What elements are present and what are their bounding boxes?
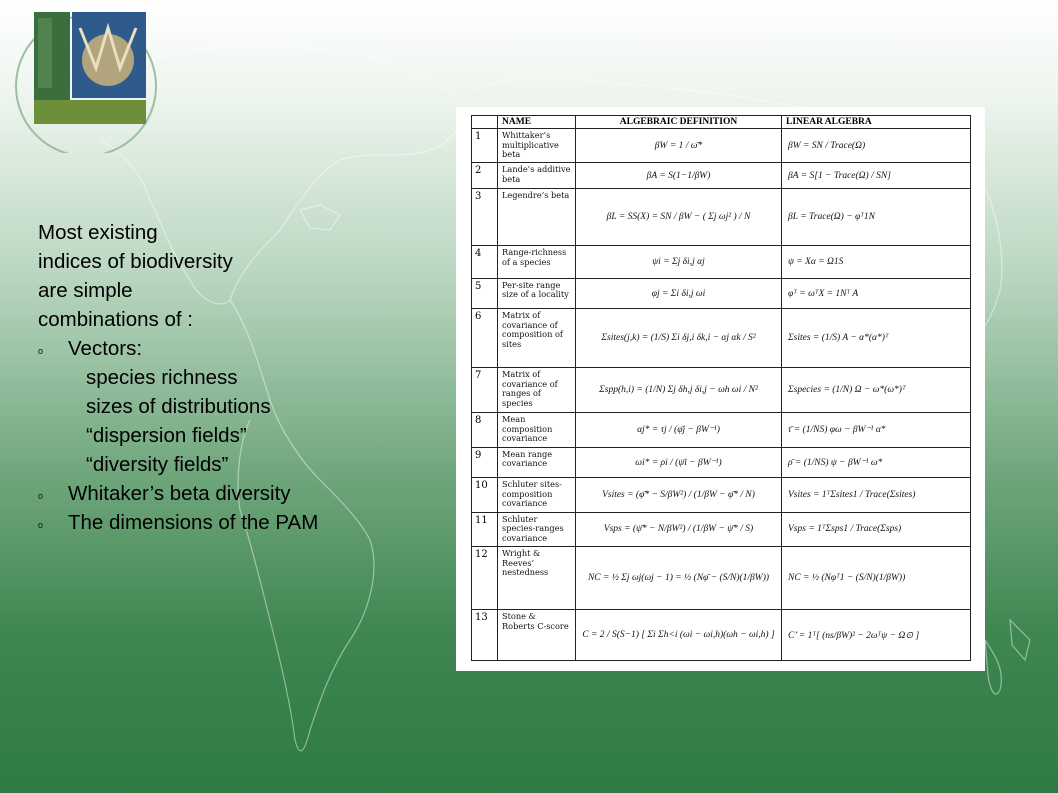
row-number: 5 (472, 278, 498, 308)
index-name: Schluter sites-composition covariance (498, 478, 576, 513)
header-linear: LINEAR ALGEBRA (782, 116, 971, 129)
lm-logo (8, 8, 158, 153)
bullet-marker-icon: o (38, 346, 44, 356)
index-name: Range-richness of a species (498, 246, 576, 279)
linear-algebra-definition: τ̄ = (1/NS) φω − βW⁻¹ α* (782, 413, 971, 448)
linear-algebra-definition: ρ̄ = (1/NS) ψ − βW⁻¹ ω* (782, 447, 971, 477)
biodiversity-indices-table (471, 115, 971, 661)
table-row (472, 413, 971, 448)
intro-line: indices of biodiversity (38, 250, 233, 273)
table-row (472, 478, 971, 513)
sub-bullet: “dispersion fields” (86, 424, 247, 447)
intro-line: Most existing (38, 221, 158, 244)
linear-algebra-definition: Σspecies = (1/N) Ω − ω*(ω*)ᵀ (782, 368, 971, 413)
bullet-label: Vectors: (68, 337, 143, 360)
algebraic-definition: Vsites = (φ̄* − S/βW²) / (1/βW − φ̄* / N) (576, 478, 782, 513)
row-number: 8 (472, 413, 498, 448)
table-row (472, 512, 971, 547)
linear-algebra-definition: ψ = Xα = Ω1S (782, 246, 971, 279)
algebraic-definition: βL = SS(X) = SN / βW − ( Σj ωj² ) / N (576, 189, 782, 246)
algebraic-definition: NC = ½ Σj ωj(ωj − 1) = ½ (Nφ̄ − (S/N)(1/βW)) (576, 547, 782, 610)
index-name: Mean composition covariance (498, 413, 576, 448)
index-name: Matrix of covariance of composition of sites (498, 309, 576, 368)
header-algebraic: ALGEBRAIC DEFINITION (576, 116, 782, 129)
algebraic-definition: φj = Σi δi,j ωi (576, 278, 782, 308)
row-number: 10 (472, 478, 498, 513)
index-name: Matrix of covariance of ranges of species (498, 368, 576, 413)
bullet-label: Whitaker’s beta diversity (68, 482, 291, 505)
algebraic-definition: Σsites(j,k) = (1/S) Σi δj,i δk,i − αj αk / S² (576, 309, 782, 368)
bullet-marker-icon: o (38, 491, 44, 501)
row-number: 4 (472, 246, 498, 279)
index-name: Lande’s additive beta (498, 163, 576, 189)
bullet-vectors (38, 334, 438, 363)
linear-algebra-definition: Σsites = (1/S) A − α*(α*)ᵀ (782, 309, 971, 368)
algebraic-definition: αj* = τj / (φ̄j − βW⁻¹) (576, 413, 782, 448)
linear-algebra-definition: C’ = 1ᵀ[ (ns/βW)² − 2ωᵀψ − Ω⊙ ] (782, 610, 971, 661)
index-name: Per-site range size of a locality (498, 278, 576, 308)
algebraic-definition: C = 2 / S(S−1) [ Σi Σh<i (ωi − ωi,h)(ωh − ωi,h) ] (576, 610, 782, 661)
algebraic-definition: ωi* = ρi / (ψ̄i − βW⁻¹) (576, 447, 782, 477)
index-name: Stone & Roberts C-score (498, 610, 576, 661)
sub-bullet: sizes of distributions (86, 395, 271, 418)
header-name: NAME (498, 116, 576, 129)
bullet-pam-dimensions (38, 508, 438, 537)
bullet-marker-icon: o (38, 520, 44, 530)
table-row (472, 447, 971, 477)
slide-bullet-list (38, 218, 438, 537)
table-row (472, 368, 971, 413)
table-row (472, 309, 971, 368)
biodiversity-indices-table-card (456, 107, 985, 671)
table-row (472, 189, 971, 246)
index-name: Legendre’s beta (498, 189, 576, 246)
index-name: Mean range covariance (498, 447, 576, 477)
sub-bullet: “diversity fields” (86, 453, 229, 476)
intro-line: are simple (38, 279, 133, 302)
linear-algebra-definition: Vsps = 1ᵀΣsps1 / Trace(Σsps) (782, 512, 971, 547)
algebraic-definition: Vsps = (ψ̄* − N/βW²) / (1/βW − ψ̄* / S) (576, 512, 782, 547)
row-number: 3 (472, 189, 498, 246)
table-header-row (472, 116, 971, 129)
algebraic-definition: ψi = Σj δi,j αj (576, 246, 782, 279)
row-number: 2 (472, 163, 498, 189)
intro-line: combinations of : (38, 308, 193, 331)
linear-algebra-definition: φᵀ = ωᵀX = 1Nᵀ A (782, 278, 971, 308)
algebraic-definition: βA = S(1−1/βW) (576, 163, 782, 189)
linear-algebra-definition: Vsites = 1ᵀΣsites1 / Trace(Σsites) (782, 478, 971, 513)
bullet-beta-diversity (38, 479, 438, 508)
index-name: Schluter species-ranges covariance (498, 512, 576, 547)
row-number: 7 (472, 368, 498, 413)
row-number: 9 (472, 447, 498, 477)
header-num (472, 116, 498, 129)
linear-algebra-definition: βL = Trace(Ω) − φᵀ1N (782, 189, 971, 246)
table-row (472, 547, 971, 610)
row-number: 6 (472, 309, 498, 368)
row-number: 11 (472, 512, 498, 547)
linear-algebra-definition: NC = ½ (Nφᵀ1 − (S/N)(1/βW)) (782, 547, 971, 610)
table-row (472, 610, 971, 661)
table-body (472, 129, 971, 661)
table-row (472, 246, 971, 279)
algebraic-definition: Σspp(h,i) = (1/N) Σj δh,j δi,j − ωh ωi / N² (576, 368, 782, 413)
row-number: 13 (472, 610, 498, 661)
index-name: Wright & Reeves’ nestedness (498, 547, 576, 610)
bullet-label: The dimensions of the PAM (68, 511, 319, 534)
table-row (472, 163, 971, 189)
algebraic-definition: βW = 1 / ω̄* (576, 129, 782, 163)
row-number: 12 (472, 547, 498, 610)
linear-algebra-definition: βA = S[1 − Trace(Ω) / SN] (782, 163, 971, 189)
index-name: Whittaker’s multiplicative beta (498, 129, 576, 163)
linear-algebra-definition: βW = SN / Trace(Ω) (782, 129, 971, 163)
sub-bullet: species richness (86, 366, 238, 389)
table-row (472, 129, 971, 163)
row-number: 1 (472, 129, 498, 163)
table-row (472, 278, 971, 308)
